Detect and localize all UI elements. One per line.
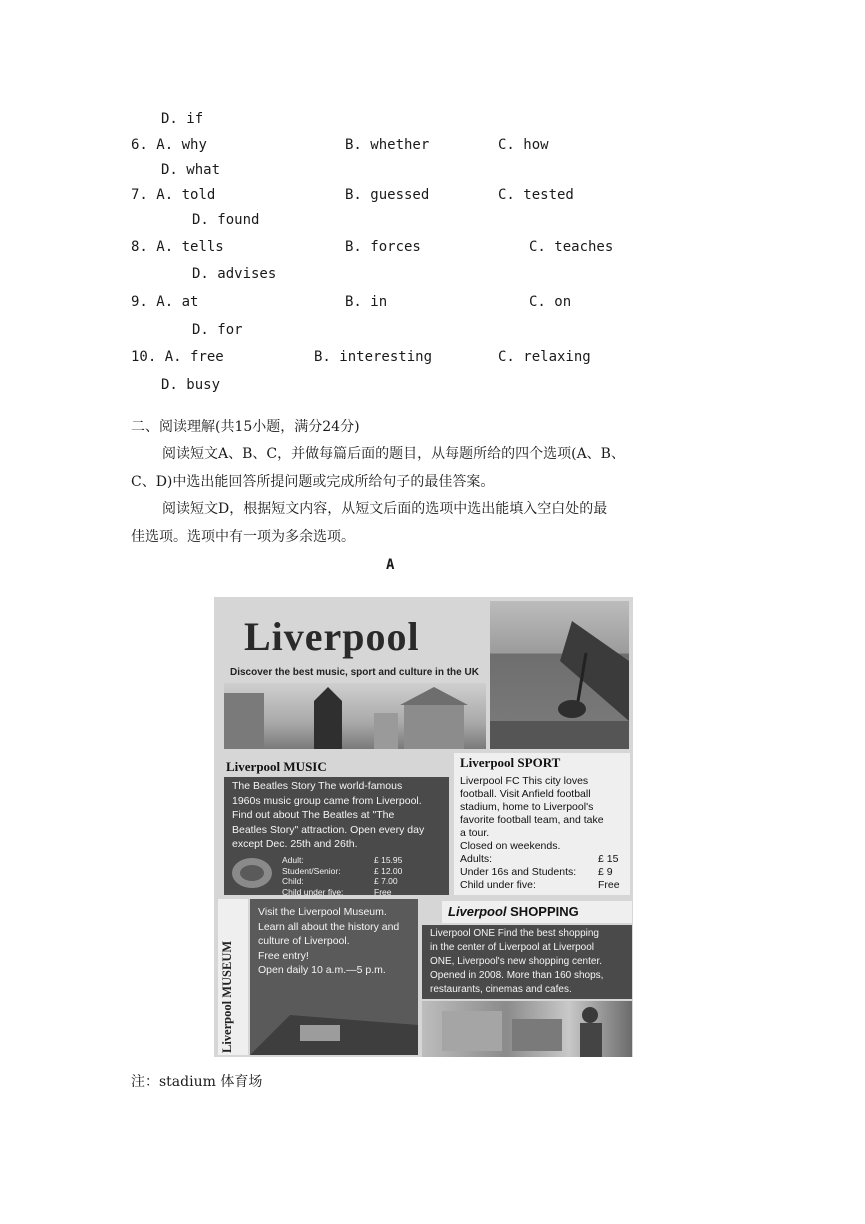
music-price-who: Child: [282,876,304,886]
instructions-para-2-line-1: 阅读短文D，根据短文内容，从短文后面的选项中选出能填入空白处的最 [162,501,608,517]
museum-heading: Liverpool MUSEUM [220,940,234,1053]
q10-option-c: C. relaxing [498,349,591,365]
sport-price-who: Adults: [460,853,493,865]
sport-heading: Liverpool SPORT [460,755,561,770]
q9-option-b: B. in [345,294,388,310]
sport-price-row [460,879,620,892]
q8-number: 8. [131,239,148,255]
q9-option-c: C. on [529,294,572,310]
music-price-row [282,876,402,887]
q6-number: 6. [131,137,148,153]
beatles-badge-icon [228,855,276,891]
music-line-4: Beatles Story" attraction. Open every day [232,823,425,836]
sport-price-row [460,866,620,879]
shopping-line-2: in the center of Liverpool at Liverpool [430,942,594,953]
statue-building-icon [224,683,486,749]
museum-line-4: Free entry! [258,949,309,962]
q7-option-a: A. told [156,187,216,203]
q6-number-option-a [131,136,207,154]
q7-option-b: B. guessed [345,187,430,203]
ad-subtitle: Discover the best music, sport and culture in the UK [230,667,479,678]
museum-line-1: Visit the Liverpool Museum. [258,906,387,918]
passage-label: A [386,557,395,573]
ship-icon [490,601,629,749]
sport-line-6: Closed on weekends. [460,840,561,852]
museum-panel [250,899,418,1055]
sport-line-4: favorite football team, and take [460,814,604,826]
museum-building-icon [250,995,418,1055]
sport-line-2: football. Visit Anfield football [460,788,591,800]
instructions-para-2-line-2: 佳选项。选项中有一项为多余选项。 [131,529,355,545]
sport-price-value: Free [598,879,620,891]
instructions-para-2 [131,495,671,551]
q8-option-c: C. teaches [529,239,614,255]
sport-price-value: £ 9 [598,866,613,878]
ad-title: Liverpool [244,614,420,659]
q10-option-b: B. interesting [314,349,433,365]
museum-line-2: Learn all about the history and [258,920,400,933]
sport-price-who: Under 16s and Students: [460,866,577,878]
q5-option-d: D. if [161,111,204,127]
music-line-5: except Dec. 25th and 26th. [232,838,358,850]
q10-option-d: D. busy [161,377,221,393]
q8-number-option-a [131,238,224,256]
shopping-heading-bar [442,901,632,923]
music-price-who: Child under five: [282,886,344,897]
sport-line-1: Liverpool FC This city loves [460,775,589,787]
shopping-line-1: Liverpool ONE Find the best shopping [430,928,599,939]
sport-panel [454,753,630,895]
music-line-1: The Beatles Story The world-famous [232,780,403,792]
harbour-photo [490,601,629,749]
music-heading: Liverpool MUSIC [226,759,327,774]
q7-number-option-a [131,186,215,204]
q9-number-option-a [131,293,198,311]
q8-option-a: A. tells [156,239,224,255]
q9-option-d: D. for [192,322,243,338]
shopping-heading-rest: SHOPPING [510,904,579,919]
q6-option-b: B. whether [345,137,430,153]
shopping-line-4: Opened in 2008. More than 160 shops, [430,970,604,981]
q10-option-a: A. free [164,349,224,365]
sport-price-who: Child under five: [460,879,536,891]
vocabulary-note: 注：stadium 体育场 [131,1074,263,1090]
sport-line-5: a tour. [460,827,490,839]
instructions-para-1 [131,440,671,496]
liverpool-advertisement [214,597,633,1057]
music-line-3: Find out about The Beatles at "The [232,809,395,821]
music-price-value: £ 7.00 [374,876,398,886]
q10-number-option-a [131,348,224,366]
sport-price-row [460,853,620,866]
shopping-line-3: ONE, Liverpool's new shopping center. [430,956,603,967]
music-price-who: Adult: [282,855,304,865]
q7-number: 7. [131,187,148,203]
instructions-para-1-line-2: C、D)中选出能回答所提问题或完成所给句子的最佳答案。 [131,474,495,490]
music-price-row [282,855,402,866]
q8-option-b: B. forces [345,239,421,255]
statue-photo [224,683,486,749]
q10-number: 10. [131,349,157,365]
music-line-2: 1960s music group came from Liverpool. [232,794,422,807]
q7-option-c: C. tested [498,187,574,203]
q8-option-d: D. advises [192,266,277,282]
section-heading: 二、阅读理解(共15小题，满分24分) [131,419,360,435]
shopping-panel [422,925,632,999]
shoppers-icon [422,1001,632,1057]
q6-option-a: A. why [156,137,207,153]
music-price-value: £ 15.95 [374,855,403,865]
shopping-heading-italic: Liverpool [448,904,507,919]
music-price-row [282,887,402,898]
q7-option-d: D. found [192,212,260,228]
q9-number: 9. [131,294,148,310]
music-price-who: Student/Senior: [282,865,341,876]
shopping-photo [422,1001,632,1057]
music-price-value: Free [374,886,392,897]
sport-price-value: £ 15 [598,853,619,865]
music-price-value: £ 12.00 [374,865,403,876]
museum-line-5: Open daily 10 a.m.—5 p.m. [258,964,386,976]
museum-line-3: culture of Liverpool. [258,935,350,947]
music-panel [224,777,449,895]
shopping-line-5: restaurants, cinemas and cafes. [430,984,572,995]
q6-option-c: C. how [498,137,549,153]
q6-option-d: D. what [161,162,221,178]
q9-option-a: A. at [156,294,199,310]
sport-line-3: stadium, home to Liverpool's [460,801,594,813]
instructions-para-1-line-1: 阅读短文A、B、C，并做每篇后面的题目，从每题所给的四个选项(A、B、 [162,446,625,462]
music-price-row [282,866,402,877]
